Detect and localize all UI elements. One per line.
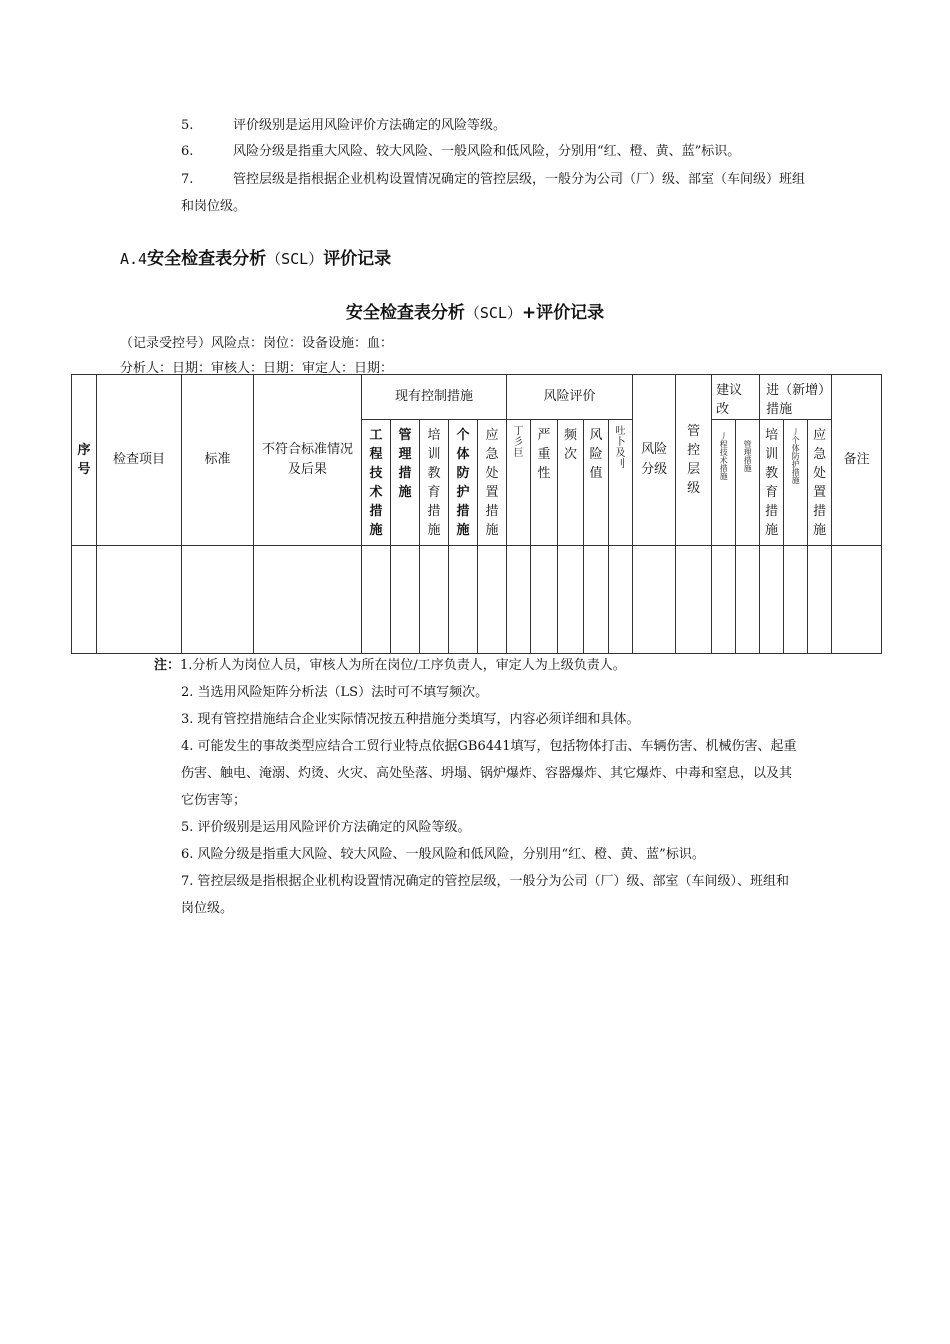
header-improve-training: 培训教育措施 (760, 420, 784, 546)
cell (558, 546, 584, 654)
note-line: 3. 现有管控措施结合企业实际情况按五种措施分类填写，内容必须详细和具体。 (181, 712, 640, 727)
header-suggest-sub2: 管理措施 (736, 420, 760, 546)
note-line (154, 653, 626, 679)
cell (478, 546, 507, 654)
cell (507, 546, 531, 654)
cell (609, 546, 633, 654)
cell (832, 546, 882, 654)
table-title (0, 298, 950, 323)
list-text: 评价级别是运用风险评价方法确定的风险等级。 (233, 118, 507, 133)
table-title-text: 安全检查表分析 (345, 303, 465, 323)
cell (449, 546, 478, 654)
section-heading-suffix: 评价记录 (323, 249, 392, 269)
header-risk-eval: 风险评价 (507, 375, 633, 420)
header-frequency: 频次 (558, 420, 584, 546)
cell (736, 546, 760, 654)
list-item-continuation (181, 194, 246, 220)
header-remarks: 备注 (832, 375, 882, 546)
header-risk-value: 风险值 (584, 420, 609, 546)
section-heading-latin: （SCL） (266, 250, 324, 268)
header-standard: 标准 (182, 375, 254, 546)
note-line: 7. 管控层级是指根据企业机构设置情况确定的管控层级，一般分为公司（厂）级、部室（车间级）、班组和 (181, 874, 790, 889)
record-meta-line: （记录受控号）风险点：岗位：设备设施：血： (120, 336, 394, 351)
cell (72, 546, 97, 654)
note-line: 5. 评价级别是运用风险评价方法确定的风险等级。 (181, 820, 471, 835)
cell (362, 546, 391, 654)
table-title-suffix: +评价记录 (521, 303, 605, 323)
header-ppe: 个体防护措施 (449, 420, 478, 546)
note-line: 伤害、触电、淹溺、灼烫、火灾、高处坠落、坍塌、锅炉爆炸、容器爆炸、其它爆炸、中毒和窒息，以及其 (181, 766, 793, 781)
header-possibility: 丁彡巨 (507, 420, 531, 546)
cell (584, 546, 609, 654)
list-number: 6. (181, 144, 194, 159)
header-suggest-sub1: 丿程技术措施 (712, 420, 736, 546)
list-text: 风险分级是指重大风险、较大风险、一般风险和低风险，分别用“红、橙、黄、蓝”标识。 (233, 144, 741, 159)
note-line: 6. 风险分级是指重大风险、较大风险、一般风险和低风险，分别用“红、橙、黄、蓝”标识。 (181, 847, 705, 862)
header-risk-grade: 风险分级 (633, 375, 676, 546)
cell (808, 546, 832, 654)
note-line: 它伤害等； (181, 793, 247, 808)
header-improve-ppe: 丿个体防护措施 (784, 420, 808, 546)
header-suggest: 建议改 (712, 375, 760, 420)
note-text: 1.分析人为岗位人员，审核人为所在岗位/工序负责人，审定人为上级负责人。 (180, 658, 626, 673)
header-check-item: 检查项目 (97, 375, 182, 546)
section-heading-text: 安全检查表分析 (147, 249, 267, 269)
note-line: 4. 可能发生的事故类型应结合工贸行业特点依据GB6441填写，包括物体打击、车辆伤害、机械伤害、起重 (181, 739, 797, 754)
list-item (181, 113, 506, 139)
header-existing-controls: 现有控制措施 (362, 375, 507, 420)
header-improve-emergency: 应急处置措施 (808, 420, 832, 546)
note-line: 岗位级。 (181, 901, 234, 916)
header-seq: 序号 (72, 375, 97, 546)
cell (182, 546, 254, 654)
cell (391, 546, 420, 654)
header-nonconform: 不符合标准情况及后果 (254, 375, 362, 546)
table-row (72, 546, 882, 654)
cell (784, 546, 808, 654)
list-text: 和岗位级。 (181, 199, 247, 214)
cell (633, 546, 676, 654)
header-severity: 严重性 (531, 420, 558, 546)
cell (712, 546, 736, 654)
list-number: 7. (181, 172, 194, 187)
cell (531, 546, 558, 654)
header-control-level: 管控层级 (676, 375, 712, 546)
header-mgmt: 管理措施 (391, 420, 420, 546)
note-line: 2. 当选用风险矩阵分析法（LS）法时可不填写频次。 (181, 685, 489, 700)
analyst-meta-line: 分析人：日期：审核人：日期：审定人：日期： (120, 361, 394, 376)
section-number: A.4 (120, 250, 148, 268)
cell (760, 546, 784, 654)
section-heading (120, 244, 391, 269)
cell (420, 546, 449, 654)
header-emergency: 应急处置措施 (478, 420, 507, 546)
list-item (181, 167, 805, 193)
table-title-latin: （SCL） (464, 304, 522, 322)
list-text: 管控层级是指根据企业机构设置情况确定的管控层级，一般分为公司（厂）级、部室（车间级）班组 (233, 172, 806, 187)
note-prefix: 注： (154, 658, 181, 673)
cell (254, 546, 362, 654)
header-training: 培训教育措施 (420, 420, 449, 546)
list-number: 5. (181, 118, 194, 133)
scl-table (71, 374, 882, 654)
cell (676, 546, 712, 654)
header-eng-tech: 工程技术措施 (362, 420, 391, 546)
cell (97, 546, 182, 654)
header-eval-level: 吐卜及刂 (609, 420, 633, 546)
list-item (181, 139, 740, 165)
header-improve: 进（新增）措施 (760, 375, 832, 420)
